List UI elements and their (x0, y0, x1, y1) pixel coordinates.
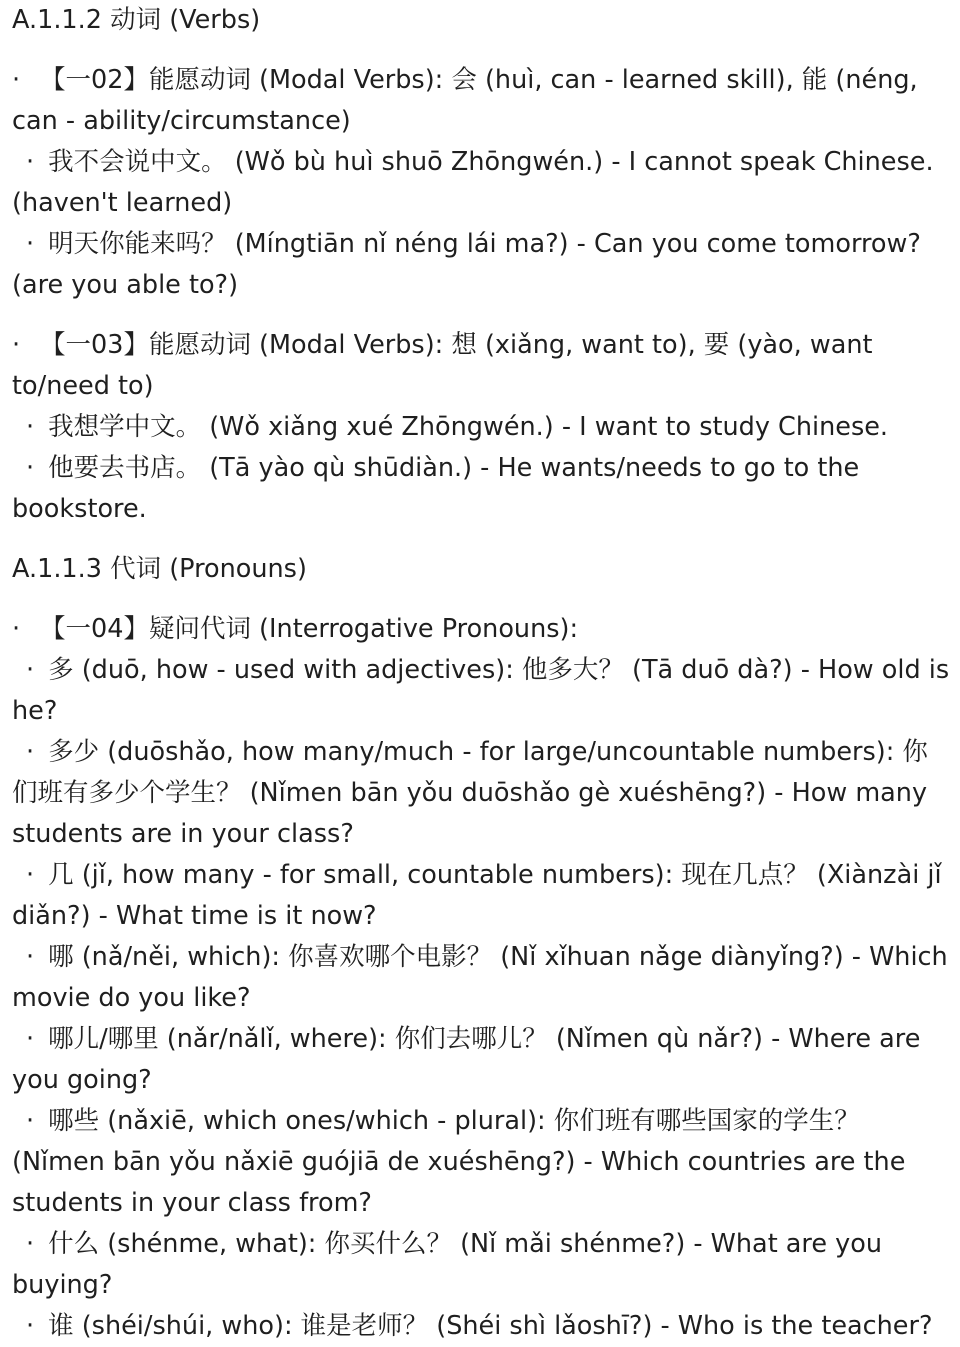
example-line (12, 1306, 952, 1347)
bullet-marker: · (12, 65, 21, 95)
example-line (12, 407, 952, 448)
example-text: 他要去书店。 (Tā yào qù shūdiàn.) - He wants/needs to go to the bookstore. (12, 453, 860, 524)
group-title-text: 能愿动词 (Modal Verbs): 想 (xiǎng, want to), 要 (yào, want to/need to) (12, 330, 873, 401)
example-text: 多 (duō, how - used with adjectives): 他多大？ (Tā duō dà?) - How old is he? (12, 655, 950, 726)
example-line (12, 1101, 952, 1224)
group-tag: 【一02】 (40, 65, 149, 95)
example-text: 谁 (shéi/shúi, who): 谁是老师？ (Shéi shì lǎoshī?) - Who is the teacher? (48, 1311, 933, 1341)
bullet-marker: · (12, 614, 21, 644)
example-text: 明天你能来吗？ (Míngtiān nǐ néng lái ma?) - Can you come tomorrow? (are you able to?) (12, 229, 921, 300)
bullet-marker: · (26, 147, 35, 177)
bullet-marker: · (26, 453, 35, 483)
bullet-marker: · (12, 330, 21, 360)
interrogative-pronouns-group-04 (12, 609, 952, 1347)
example-line (12, 142, 952, 224)
example-line (12, 937, 952, 1019)
group-tag: 【一03】 (40, 330, 149, 360)
bullet-marker: · (26, 229, 35, 259)
example-text: 哪些 (nǎxiē, which ones/which - plural): 你们班有哪些国家的学生？ (Nǐmen bān yǒu nǎxiē guójiā de xuéshēng?) - Which countries are the students in your class from? (12, 1106, 906, 1218)
example-line (12, 1224, 952, 1306)
bullet-marker: · (26, 412, 35, 442)
section-heading-pronouns: A.1.1.3 代词 (Pronouns) (12, 554, 307, 584)
group-title (12, 609, 952, 650)
example-text: 多少 (duōshǎo, how many/much - for large/uncountable numbers): 你们班有多少个学生？ (Nǐmen bān yǒu duōshǎo gè xuéshēng?) - How many students are in your class? (12, 737, 928, 849)
group-tag: 【一04】 (40, 614, 149, 644)
example-line (12, 732, 952, 855)
modal-verbs-group-02 (12, 60, 952, 306)
group-title (12, 60, 952, 142)
modal-verbs-group-03 (12, 325, 952, 530)
example-text: 我不会说中文。 (Wǒ bù huì shuō Zhōngwén.) - I cannot speak Chinese. (haven't learned) (12, 147, 934, 218)
document-body (12, 0, 952, 1347)
bullet-marker: · (26, 860, 35, 890)
bullet-marker: · (26, 737, 35, 767)
example-line (12, 650, 952, 732)
bullet-marker: · (26, 1106, 35, 1136)
example-line (12, 855, 952, 937)
example-line (12, 448, 952, 530)
example-text: 我想学中文。 (Wǒ xiǎng xué Zhōngwén.) - I want to study Chinese. (48, 412, 889, 442)
bullet-marker: · (26, 942, 35, 972)
group-title-text: 疑问代词 (Interrogative Pronouns): (148, 614, 579, 644)
group-title (12, 325, 952, 407)
example-text: 哪 (nǎ/něi, which): 你喜欢哪个电影？ (Nǐ xǐhuan nǎge diànyǐng?) - Which movie do you like? (12, 942, 948, 1013)
bullet-marker: · (26, 1229, 35, 1259)
example-text: 什么 (shénme, what): 你买什么？ (Nǐ mǎi shénme?) - What are you buying? (12, 1229, 882, 1300)
example-text: 哪儿/哪里 (nǎr/nǎlǐ, where): 你们去哪儿？ (Nǐmen qù nǎr?) - Where are you going? (12, 1024, 921, 1095)
example-text: 几 (jǐ, how many - for small, countable numbers): 现在几点？ (Xiànzài jǐ diǎn?) - What time is it now? (12, 860, 942, 931)
bullet-marker: · (26, 1024, 35, 1054)
section-heading-verbs: A.1.1.2 动词 (Verbs) (12, 5, 261, 35)
bullet-marker: · (26, 655, 35, 685)
bullet-marker: · (26, 1311, 35, 1341)
example-line (12, 1019, 952, 1101)
example-line (12, 224, 952, 306)
group-title-text: 能愿动词 (Modal Verbs): 会 (huì, can - learned skill), 能 (néng, can - ability/circumstance) (12, 65, 918, 136)
